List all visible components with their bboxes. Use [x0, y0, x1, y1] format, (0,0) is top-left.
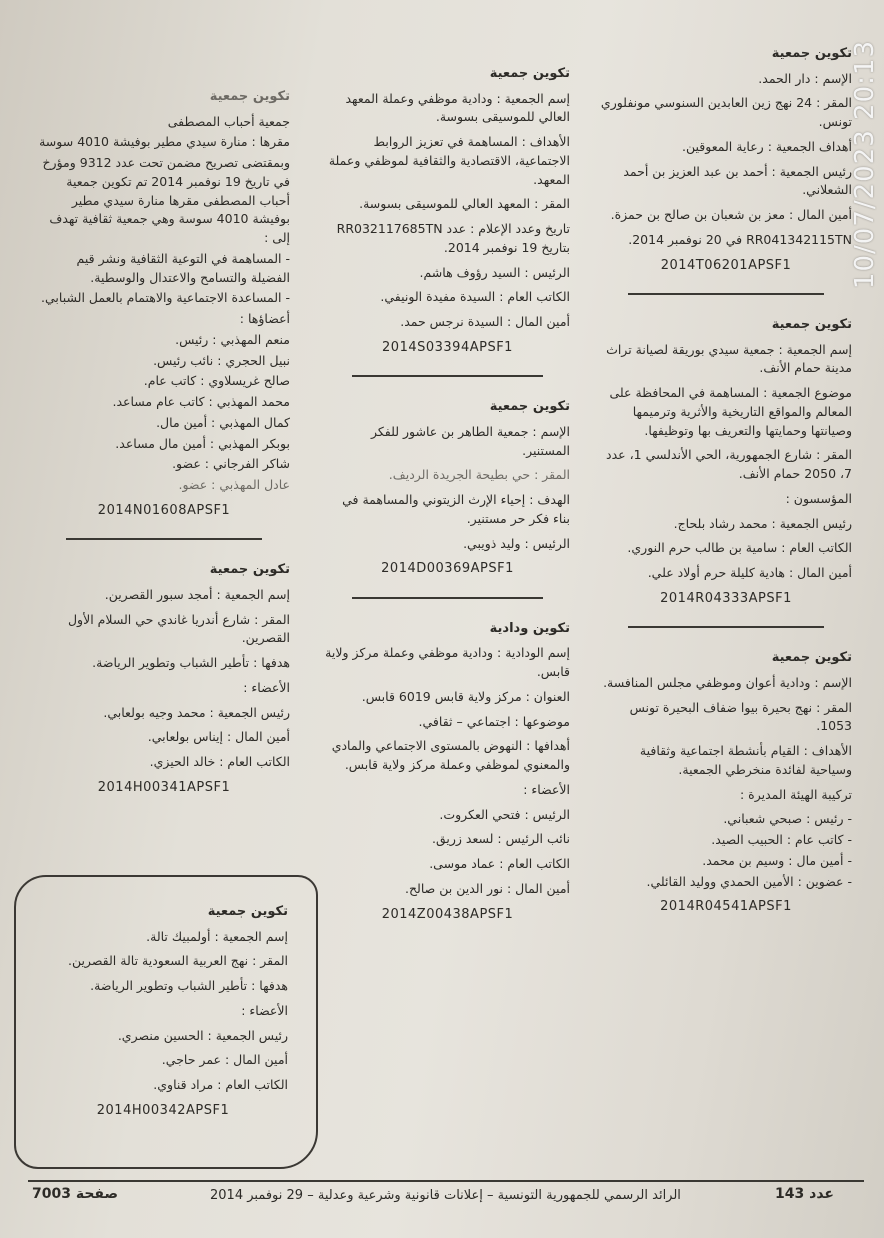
reference-code: 2014R04541APSF1 [660, 899, 792, 915]
notice-heading: تكوين ودادية [489, 620, 570, 636]
notice-ahbab-el-moustapha: تكوين جمعية جمعية أحباب المصطفى مقرها : منارة سيدي مطير بوفيشة 4010 سوسة وبمقتضى تصريح مضمن تحت عدد 9312 ومؤرخ في تاريخ 19 نوفمبر 2014 تم تكوين جمعية أحباب المصطفى مقرها منارة سيدي مطير بوفيشة 4010 سوسة وهي جمعية ثقافية تهدف إلى : - المساهمة في التوعية الثقافية ونشر قيم الفضيلة والتسامح والاعتدال والوسطية. - المساعدة الاجتماعية والاهتمام بالعمل الشبابي. أعضاؤها : منعم المهذبي : رئيس. نبيل الحجري : نائب رئيس. صالح غريسلاوي : كاتب عام. محمد المهذبي : كاتب عام مساعد. كمال المهذبي : أمين مال. بوبكر المهذبي : أمين مال مساعد. شاكر الفرجاني : عضو. عادل المهذبي : عضو. 2014N01608APSF1 [38, 87, 290, 520]
reference-code: 2014Z00438APSF1 [381, 906, 514, 922]
reference-code: 2014H00342APSF1 [96, 1102, 230, 1118]
page-footer [30, 1186, 864, 1210]
divider [352, 375, 543, 377]
column-left-bottom [38, 900, 288, 1128]
notice-wilaya-gabes: تكوين ودادية إسم الودادية : ودادية موظفي وعملة مركز ولاية قابس. العنوان : مركز ولاية قابس 6019 قابس. موضوعها : اجتماعي – ثقافي. أهدافها : النهوض بالمستوى الاجتماعي والمادي والمعنوي لموظفي وعملة مركز ولاية قابس. الأعضاء : الرئيس : فتحي العكروت. نائب الرئيس : لسعد زريق. الكاتب العام : عماد موسى. أمين المال : نور الدين بن صالح. 2014Z00438APSF1 [325, 619, 570, 924]
notice-heading: تكوين جمعية [209, 562, 290, 578]
reference-code: 2014D00369APSF1 [381, 561, 514, 577]
divider [628, 626, 825, 628]
reference-code: 2014H00341APSF1 [97, 779, 231, 795]
notice-conseil-concurrence: تكوين جمعية الإسم : ودادية أعوان وموظفي مجلس المنافسة. المقر : نهج بحيرة بيوا ضفاف البحيرة تونس 1053. الأهداف : القيام بأنشطة اجتماعية وثقافية وسياحية لفائدة منخرطي الجمعية. تركيبة الهيئة المديرة : - رئيس : صبحي شعباني. - كاتب عام : الحبيب الصيد. - أمين مال : وسيم بن محمد. - عضوين : الأمين الحمدي ووليد القائلي. 2014R04541APSF1 [600, 648, 852, 917]
notice-amjed-sbour: تكوين جمعية إسم الجمعية : أمجد سبور القصرين. المقر : شارع أندريا غاندي حي السلام الأول القصرين. هدفها : تأطير الشباب وتطوير الرياضة. الأعضاء : رئيس الجمعية : محمد وجيه بولعابي. أمين المال : إيناس بولعابي. الكاتب العام : خالد الحيزي. 2014H00341APSF1 [38, 560, 290, 797]
gazette-title: الرائد الرسمي للجمهورية التونسية – إعلانات قانونية وشرعية وعدلية – 29 نوفمبر 2014 [210, 1188, 681, 1203]
notice-sidi-bouriga: تكوين جمعية إسم الجمعية : جمعية سيدي بوريقة لصيانة تراث مدينة حمام الأنف. موضوع الجمعية : المساهمة في المحافظة على المعالم والمواقع التاريخية والأثرية وترميمها وصيانتها وحمايتها والتعريف بها وتوظيفها. المقر : شارع الجمهورية، الحي الأندلسي 1، عدد 7، 2050 حمام الأنف. المؤسسون : رئيس الجمعية : محمد رشاد بلحاج. الكاتب العام : سامية بن طالب حرم النوري. أمين المال : هادية كليلة حرم أولاد علي. 2014R04333APSF1 [600, 315, 852, 608]
reference-code: 2014N01608APSF1 [97, 502, 231, 518]
reference-code: 2014R04333APSF1 [660, 590, 792, 606]
notice-heading: تكوين جمعية [207, 904, 288, 919]
notice-heading: تكوين جمعية [489, 66, 570, 81]
notice-heading: تكوين جمعية [489, 399, 570, 415]
column-middle [325, 62, 570, 932]
issue-number: عدد 143 [775, 1186, 834, 1202]
photo-timestamp: 10/07/2023 20:13 [850, 40, 880, 290]
notice-dar-el-hamd: تكوين جمعية الإسم : دار الحمد. المقر : 24 نهج زين العابدين السنوسي مونفلوري تونس. أهداف الجمعية : رعاية المعوقين. رئيس الجمعية : أحمد بن عبد العزيز بن أحمد الشعلاني. أمين المال : معز بن شعبان بن صالح بن حمزة. RR041342115TN في 20 نوفمبر 2014. 2014T06201APSF1 [600, 44, 852, 275]
notice-olympique-thala: تكوين جمعية إسم الجمعية : أولمبيك تالة. المقر : نهج العربية السعودية تالة القصرين. هدفها : تأطير الشباب وتطوير الرياضة. الأعضاء : رئيس الجمعية : الحسين منصري. أمين المال : عمر حاجي. الكاتب العام : مراد قناوي. 2014H00342APSF1 [38, 902, 288, 1120]
footer-rule [28, 1180, 864, 1182]
reference-code: 2014S03394APSF1 [382, 339, 513, 355]
notice-tahar-ben-achour: تكوين جمعية الإسم : جمعية الطاهر بن عاشور للفكر المستنير. المقر : حي بطيحة الجريدة الرديف. الهدف : إحياء الإرث الزيتوني والمساهمة في بناء فكر حر مستنير. الرئيس : وليد ذويبي. 2014D00369APSF1 [325, 397, 570, 579]
divider [628, 293, 825, 295]
divider [66, 538, 263, 540]
column-left [38, 85, 290, 805]
page-number: صفحة 7003 [32, 1186, 119, 1202]
divider [352, 597, 543, 599]
notice-heading: تكوين جمعية [209, 89, 290, 104]
notice-institut-musique: تكوين جمعية إسم الجمعية : ودادية موظفي وعملة المعهد العالي للموسيقى بسوسة. الأهداف : المساهمة في تعزيز الروابط الاجتماعية، الاقتصادية والثقافية لموظفي وعملة المعهد. المقر : المعهد العالي للموسيقى بسوسة. تاريخ وعدد الإعلام : عدد RR032117685TN بتاريخ 19 نوفمبر 2014. الرئيس : السيد رؤوف هاشم. الكاتب العام : السيدة مفيدة الونيفي. أمين المال : السيدة نرجس حمد. 2014S03394APSF1 [325, 64, 570, 357]
notice-heading: تكوين جمعية [771, 46, 852, 61]
notice-heading: تكوين جمعية [771, 317, 852, 332]
column-right [600, 42, 852, 925]
notice-heading: تكوين جمعية [771, 650, 852, 666]
reference-code: 2014T06201APSF1 [660, 257, 792, 273]
